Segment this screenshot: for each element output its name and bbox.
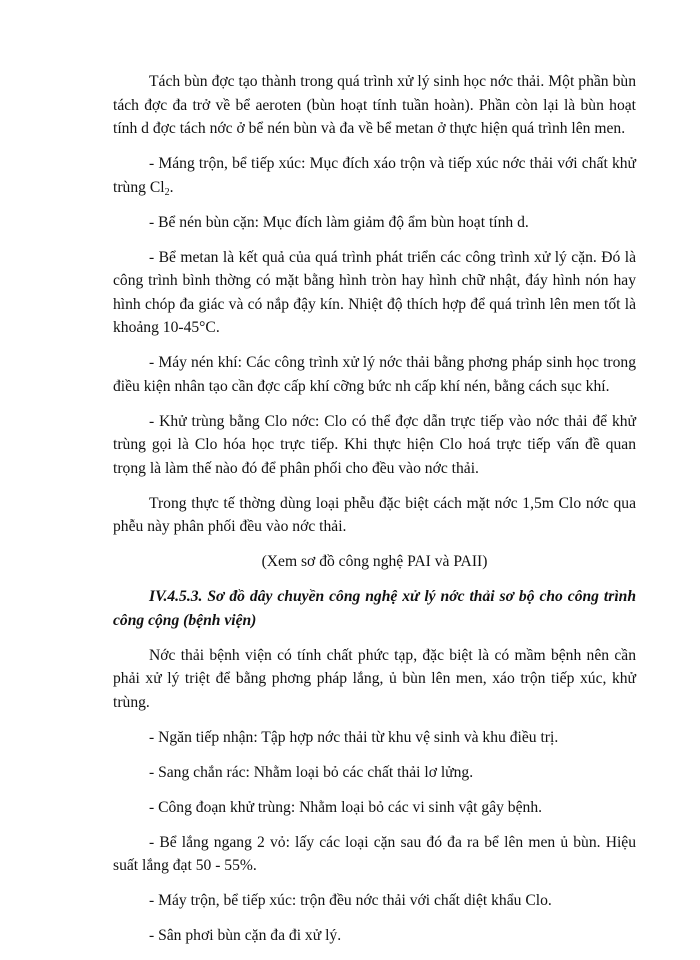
chlorine-subscript: 2 — [164, 186, 170, 198]
paragraph-hospital-wastewater: Nớc thải bệnh viện có tính chất phức tạp, đặc biệt là có mầm bệnh nên cần phải xử lý triệt để bằng phơng pháp lắng, ủ bùn lên men, xáo trộn tiếp xúc, khử trùng. — [113, 646, 636, 711]
paragraph-funnel: Trong thực tế thờng dùng loại phễu đặc biệt cách mặt nớc 1,5m Clo nớc qua phễu này phân phối đều vào nớc thải. — [113, 494, 636, 535]
mixing-tank-text-end: . — [169, 178, 174, 196]
paragraph-air-compressor: - Máy nén khí: Các công trình xử lý nớc thải bằng phơng pháp sinh học trong điều kiện nhân tạo cần đợc cấp khí cỡng bức nh cấp khí nén, bằng cách sục khí. — [113, 354, 636, 395]
section-heading: IV.4.5.3. Sơ đồ dây chuyền công nghệ xử lý nớc thải sơ bộ cho công trình công cộng (bệnh viện) — [113, 588, 636, 629]
paragraph-sludge-thickener: - Bể nén bùn cặn: Mục đích làm giảm độ ẩm bùn hoạt tính d. — [149, 213, 529, 231]
paragraph-settling-tank: - Bể lắng ngang 2 vỏ: lấy các loại cặn sau đó đa ra bể lên men ủ bùn. Hiệu suất lắng đạt 50 - 55%. — [113, 833, 636, 874]
paragraph-disinfection-stage: - Công đoạn khử trùng: Nhằm loại bỏ các vi sinh vật gây bệnh. — [149, 798, 543, 816]
paragraph-drying-bed: - Sân phơi bùn cặn đa đi xử lý. — [149, 927, 342, 944]
paragraph-mixer: - Máy trộn, bể tiếp xúc: trộn đều nớc thải với chất diệt khẩu Clo. — [149, 892, 552, 909]
mixing-tank-text: - Máng trộn, bể tiếp xúc: Mục đích xáo trộn và tiếp xúc nớc thải với chất khử trùng Cl — [113, 155, 636, 196]
paragraph-receiving-chamber: - Ngăn tiếp nhận: Tập hợp nớc thải từ khu vệ sinh và khu điều trị. — [149, 728, 559, 746]
paragraph-screen: - Sang chắn rác: Nhằm loại bỏ các chất thải lơ lửng. — [149, 763, 474, 781]
paragraph-see-diagram: (Xem sơ đồ công nghệ PAI và PAII) — [261, 553, 488, 570]
paragraph-chlorine-disinfection: - Khử trùng bằng Clo nớc: Clo có thể đợc dẫn trực tiếp vào nớc thải để khử trùng gọi là Clo hóa học trực tiếp. Khi thực hiện Clo hoá trực tiếp vấn đề quan trọng là làm thế nào đó để phân phối cho đều vào nớc thải. — [113, 412, 636, 477]
document-page — [113, 70, 636, 959]
paragraph-mixing-tank — [113, 152, 636, 199]
paragraph-methane-tank: - Bể metan là kết quả của quá trình phát triển các công trình xử lý cặn. Đó là công trình bình thờng có mặt bằng hình tròn hay hình chữ nhật, đáy hình nón hay hình chóp đa giác và có nắp đậy kín. Nhiệt độ thích hợp để quá trình lên men tốt là khoảng 10-45°C. — [113, 248, 636, 336]
paragraph-sludge-separation: Tách bùn đợc tạo thành trong quá trình xử lý sinh học nớc thải. Một phần bùn tách đợc đa trở về bể aeroten (bùn hoạt tính tuần hoàn). Phần còn lại là bùn hoạt tính d đợc tách nớc ở bể nén bùn và đa về bể metan ở thực hiện quá trình lên men. — [113, 73, 636, 137]
